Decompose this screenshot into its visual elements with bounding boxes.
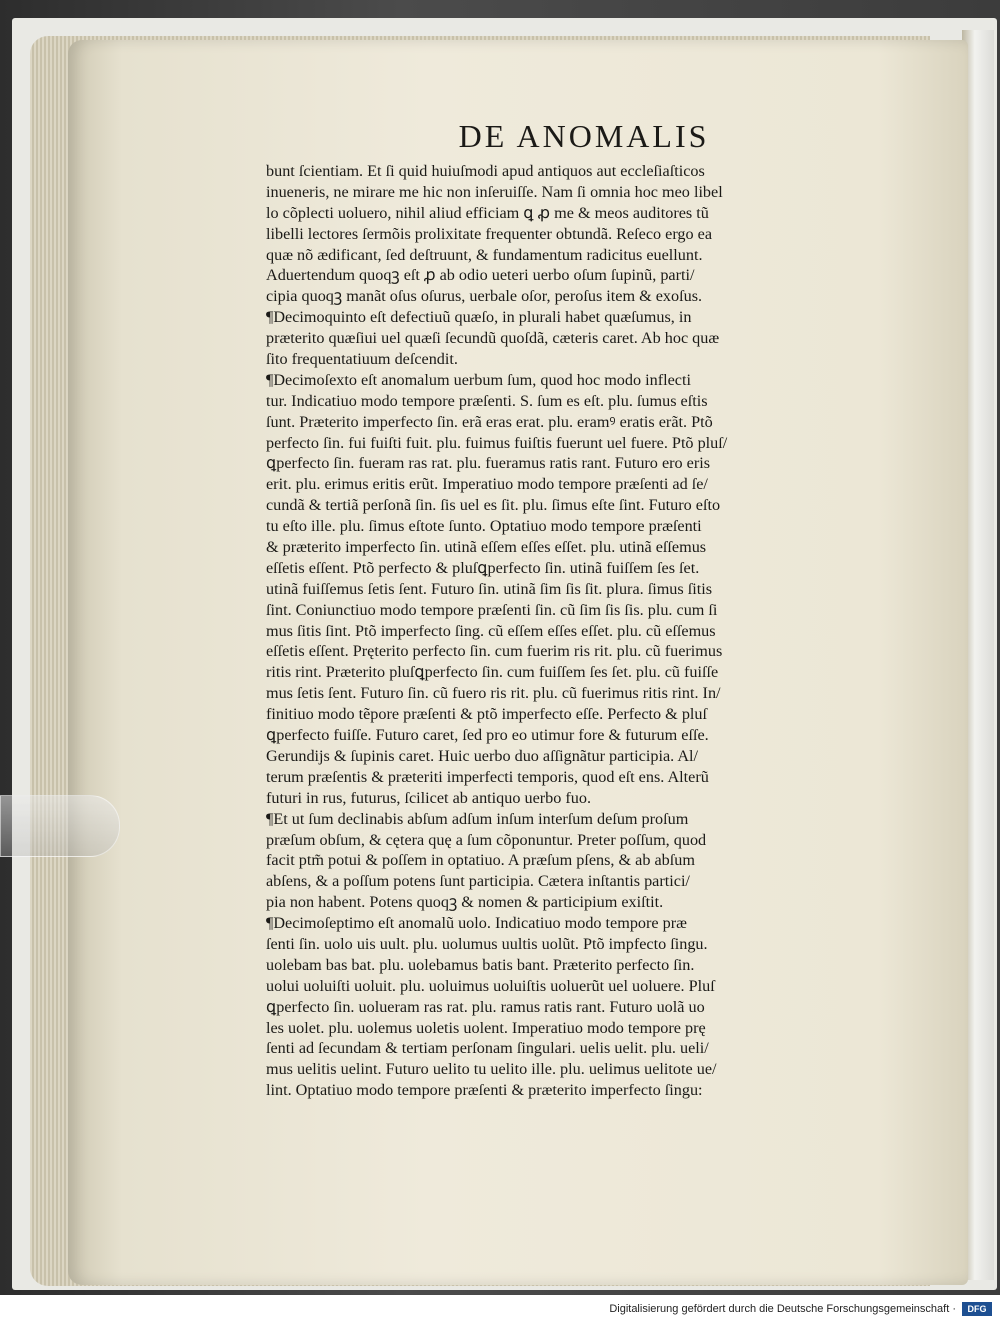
text-line: præſum obſum, & cętera quę a ſum cõponuntur. Preter poſſum, quod [266, 830, 707, 849]
text-lines [266, 161, 902, 1101]
text-line: ſenti ſin. uolo uis uult. plu. uolumus uultis uolũt. Ptõ impfecto ſingu. [266, 934, 708, 953]
text-line: lo cõplecti uoluero, nihil aliud efficiam ꝗ ꝓ me & meos auditores tũ [266, 203, 709, 222]
text-line: ꝗperfecto ſin. fueram ras rat. plu. fueramus ratis rant. Futuro ero eris [266, 454, 711, 473]
text-line: erit. plu. erimus eritis erũt. Imperatiuo modo tempore præſenti ad ſe/ [266, 475, 708, 494]
text-line: utinã fuiſſemus ſetis ſent. Futuro ſin. utinã ſim ſis ſit. plura. ſimus ſitis [266, 579, 713, 598]
text-line: tu eſto ille. plu. ſimus eſtote ſunto. Optatiuo modo tempore præſenti [266, 517, 702, 536]
text-line: uolui uoluiſti uoluit. plu. uoluimus uoluiſtis uoluerũt uel uoluere. Pluſ [266, 976, 715, 995]
text-line: præterito quæſiui uel quæſi ſecundũ quoſdã, cæteris caret. Ab hoc quæ [266, 329, 720, 348]
text-line: bunt ſcientiam. Et ſi quid huiuſmodi apud antiquos aut eccleſiaſticos [266, 162, 705, 180]
text-line: inueneris, ne mirare me hic non inſeruiſſe. Nam ſi omnia hoc meo libel [266, 182, 723, 201]
text-line: & præterito imperfecto ſin. utinã eſſem eſſes eſſet. plu. utinã eſſemus [266, 538, 707, 557]
text-line: mus uelitis uelint. Futuro uelito tu uelito ille. plu. uelimus uelitote ue/ [266, 1060, 717, 1079]
text-line: ſunt. Præterito imperfecto ſin. erã eras erat. plu. eramꝰ eratis erãt. Ptõ [266, 412, 713, 431]
page-text-block [266, 118, 902, 1101]
text-line: ꝗperfecto fuiſſe. Futuro caret, ſed pro eo utimur fore & futurum eſſe. [266, 726, 709, 745]
text-line: eſſetis eſſent. Pręterito perfecto ſin. cum fuerim ris rit. plu. cũ fuerimus [266, 642, 723, 661]
text-line: lint. Optatiuo modo tempore præſenti & præterito imperfecto ſingu: [266, 1081, 703, 1100]
text-line: mus ſetis ſent. Futuro ſin. cũ fuero ris rit. plu. cũ fuerimus ritis rint. In/ [266, 684, 721, 703]
dfg-logo: DFG [962, 1302, 992, 1316]
text-line: finitiuo modo tẽpore præſenti & ptõ imperfecto eſſe. Perfecto & pluſ [266, 705, 707, 724]
text-line: ¶Decimoſexto eſt anomalum uerbum ſum, quod hoc modo inflecti [266, 370, 691, 389]
text-line: ritis rint. Præterito pluſꝗperfecto ſin. cum fuiſſem ſes ſet. plu. cũ fuiſſe [266, 663, 719, 682]
text-line: terum præſentis & præteriti imperfecti temporis, quod eſt ens. Alterũ [266, 767, 709, 786]
footer-credit: Digitalisierung gefördert durch die Deutsche Forschungsgemeinschaft · [609, 1303, 956, 1315]
text-line: libelli lectores ſermõis prolixitate frequenter obtundã. Reſeco ergo ea [266, 224, 713, 243]
text-line: quæ nõ ædificant, ſed deſtruunt, & fundamentum radicitus euellunt. [266, 245, 703, 264]
text-line: Gerundijs & ſupinis caret. Huic uerbo duo aſſignãtur participia. Al/ [266, 746, 699, 765]
page-clip [0, 795, 120, 857]
text-line: uolebam bas bat. plu. uolebamus batis bant. Præterito perfecto ſin. [266, 955, 695, 974]
page-header: DE ANOMALIS [458, 118, 710, 154]
text-line: mus ſitis ſint. Ptõ imperfecto ſing. cũ eſſem eſſes eſſet. plu. cũ eſſemus [266, 621, 716, 640]
text-line: ¶Decimoſeptimo eſt anomalũ uolo. Indicatiuo modo tempore præ [266, 914, 687, 933]
text-line: pia non habent. Potens quoqꝫ & nomen & participium exiſtit. [266, 893, 664, 912]
text-line: cipia quoqꝫ manãt oſus oſurus, uerbale oſor, peroſus item & exoſus. [266, 287, 703, 306]
text-line: ¶Decimoquinto eſt defectiuũ quæſo, in plurali habet quæſumus, in [266, 308, 692, 327]
digitization-footer [0, 1295, 1000, 1323]
text-line: Aduertendum quoqꝫ eſt ꝓ ab odio ueteri uerbo oſum ſupinũ, parti/ [266, 266, 695, 285]
text-line: ꝗperfecto ſin. uolueram ras rat. plu. ramus ratis rant. Futuro uolã uo [266, 997, 705, 1016]
text-line: perfecto ſin. fui fuiſti fuit. plu. fuimus fuiſtis fuerunt uel fuere. Ptõ pluſ/ [266, 433, 728, 452]
text-line: abſens, & a poſſum potens ſunt participia. Cætera inſtantis partici/ [266, 872, 690, 891]
text-line: ſito frequentatiuum deſcendit. [266, 350, 458, 369]
text-line: futuri in rus, futurus, ſcilicet ab antiquo uerbo fuo. [266, 788, 592, 807]
text-line: eſſetis eſſent. Ptõ perfecto & pluſꝗperfecto ſin. utinã fuiſſem ſes ſet. [266, 558, 700, 577]
text-line: cundã & tertiã perſonã ſin. ſis uel es ſit. plu. ſimus eſte ſint. Futuro eſto [266, 496, 721, 515]
text-line: ſenti ad ſecundam & tertiam perſonam ſingulari. uelis uelit. plu. ueli/ [266, 1039, 709, 1058]
text-line: facit ptm̃ potui & poſſem in optatiuo. A præſum pſens, & ab abſum [266, 851, 695, 870]
text-line: les uolet. plu. uolemus uoletis uolent. Imperatiuo modo tempore prę [266, 1018, 706, 1037]
text-line: tur. Indicatiuo modo tempore præſenti. S. ſum es eſt. plu. ſumus eſtis [266, 391, 708, 410]
text-line: ¶Et ut ſum declinabis abſum adſum inſum interſum deſum proſum [266, 809, 689, 828]
text-line: ſint. Coniunctiuo modo tempore præſenti ſin. cũ ſim ſis ſis. plu. cum ſi [266, 600, 718, 619]
